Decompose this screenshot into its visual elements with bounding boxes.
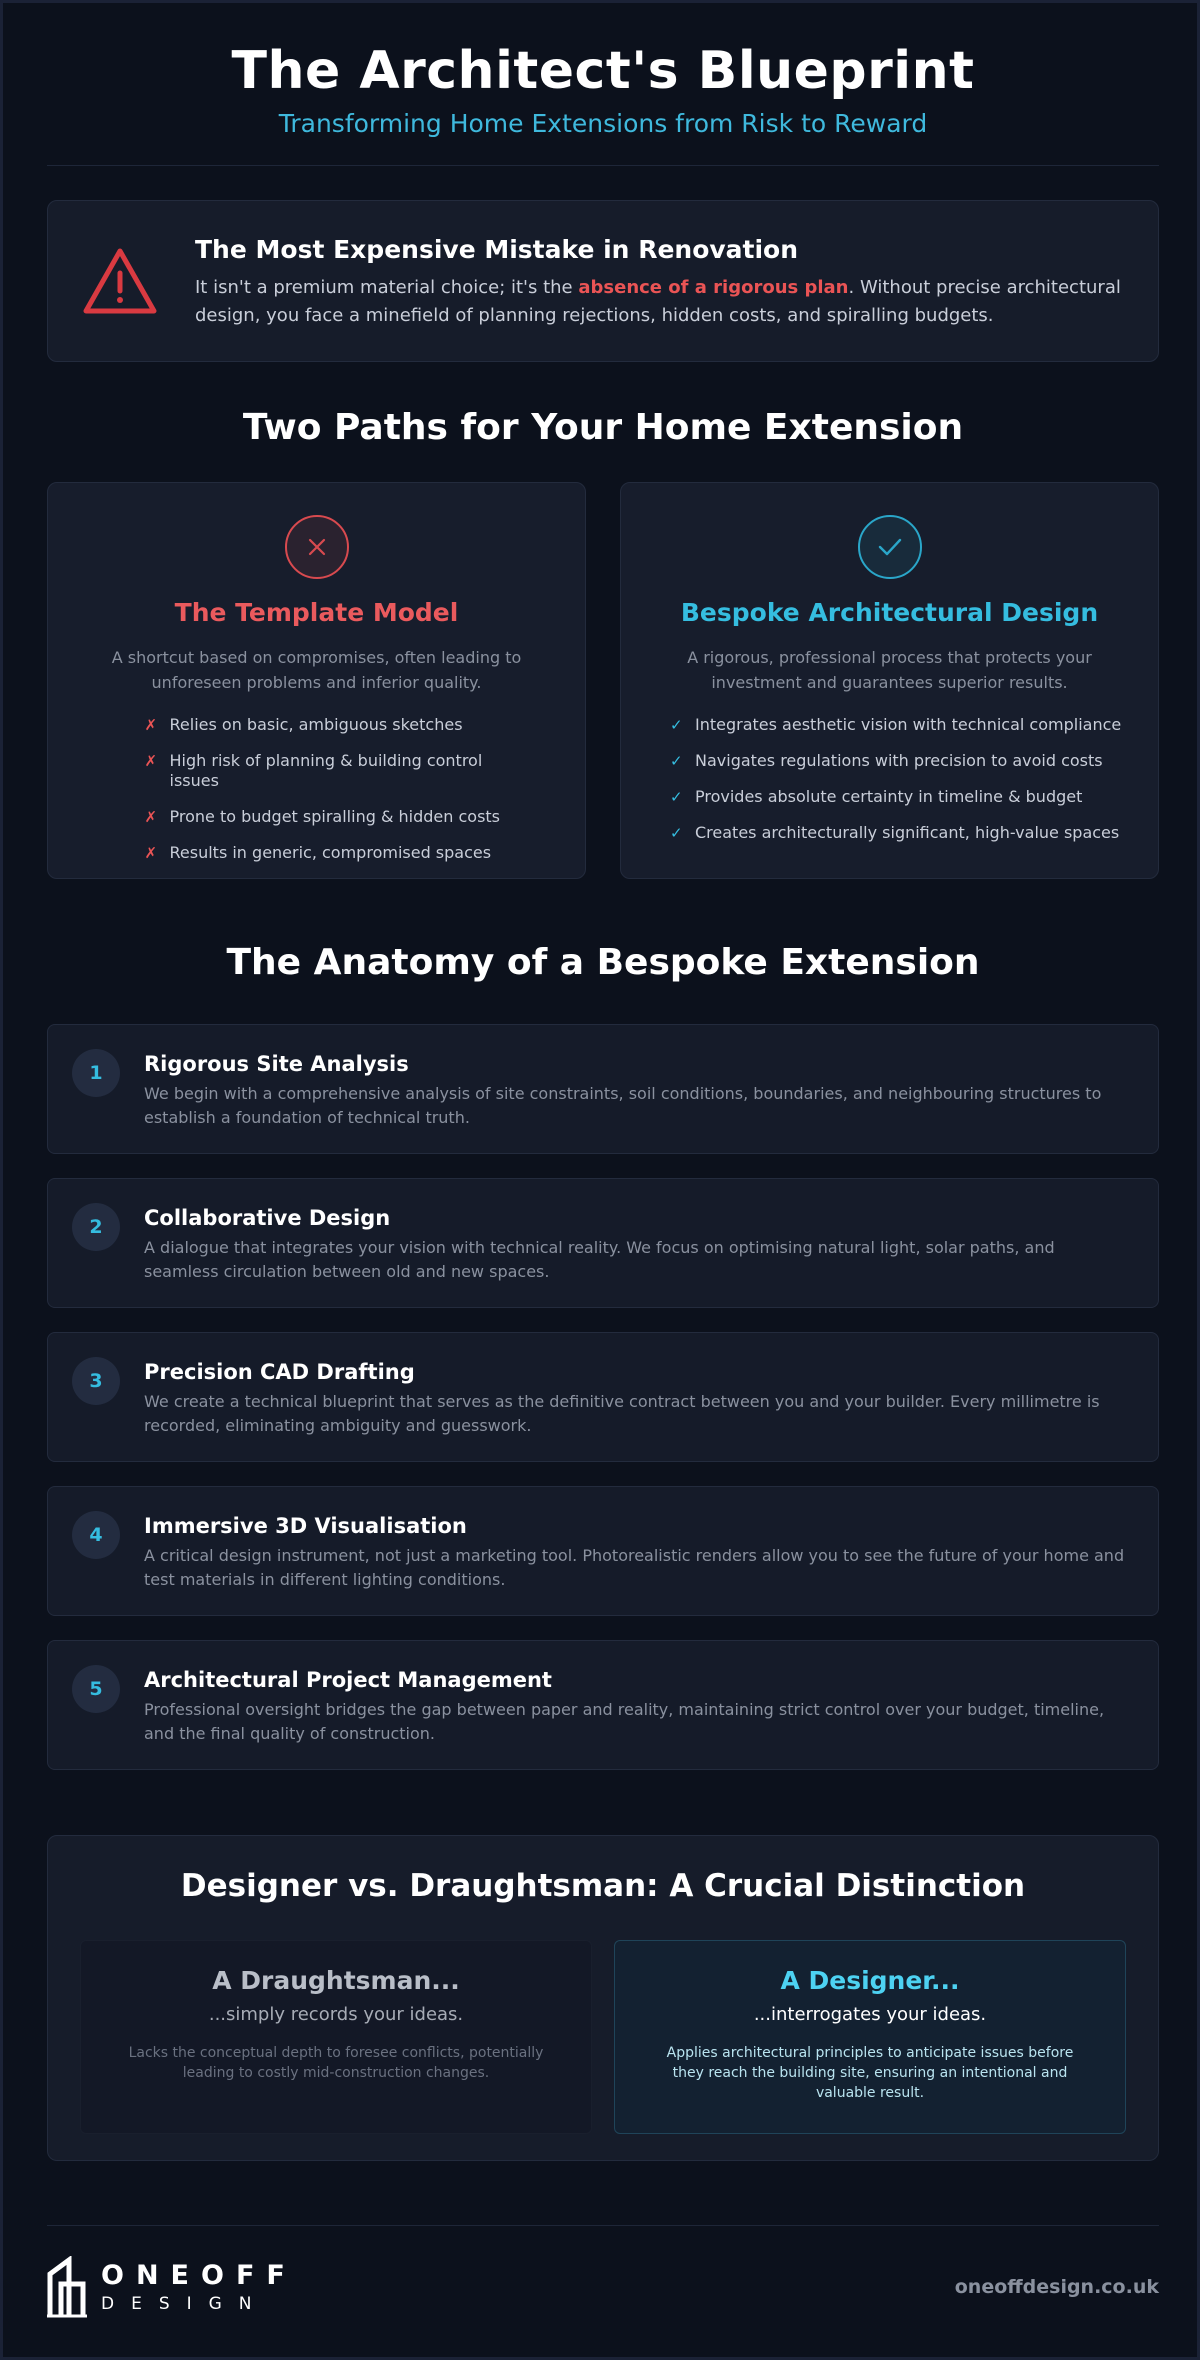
list-item: ✗ Results in generic, compromised spaces	[144, 843, 492, 862]
draughtsman-lead: ...simply records your ideas.	[208, 2004, 464, 2025]
list-item: ✓ Creates architecturally significant, high-value spaces	[670, 823, 1120, 842]
paths-comparison	[47, 482, 1159, 879]
check-mark-icon: ✓	[670, 824, 683, 842]
step-text: A dialogue that integrates your vision with technical reality. We focus on optimising natural light, solar paths, and seamless circulation between old and new spaces.	[144, 1238, 1055, 1281]
page-subtitle: Transforming Home Extensions from Risk to Reward	[278, 109, 928, 138]
list-item: ✓ Navigates regulations with precision to avoid costs	[670, 751, 1103, 770]
footer	[47, 2255, 1159, 2319]
list-item: ✗ Relies on basic, ambiguous sketches	[144, 715, 463, 734]
bespoke-design-list	[657, 715, 1122, 843]
distinction-title: Designer vs. Draughtsman: A Crucial Distinction	[180, 1868, 1026, 1904]
process-step	[47, 1486, 1159, 1616]
page-header	[47, 39, 1159, 139]
step-title: Rigorous Site Analysis	[144, 1052, 409, 1076]
step-title: Immersive 3D Visualisation	[144, 1514, 467, 1538]
warning-title: The Most Expensive Mistake in Renovation	[195, 235, 799, 264]
process-step	[47, 1024, 1159, 1154]
cross-mark-icon: ✗	[144, 752, 158, 770]
list-item: ✓ Integrates aesthetic vision with technical compliance	[670, 715, 1122, 734]
step-title: Architectural Project Management	[144, 1668, 552, 1692]
list-item: ✓ Provides absolute certainty in timeline & budget	[670, 787, 1083, 806]
list-item: ✗ Prone to budget spiralling & hidden costs	[144, 807, 501, 826]
check-mark-icon: ✓	[670, 752, 683, 770]
designer-title: A Designer...	[780, 1966, 960, 1995]
process-step	[47, 1640, 1159, 1770]
page-title: The Architect's Blueprint	[231, 41, 975, 101]
template-model-list	[117, 715, 517, 863]
template-model-description: A shortcut based on compromises, often leading to unforeseen problems and inferior quality.	[111, 648, 522, 692]
warning-highlight: absence of a rigorous plan	[578, 277, 849, 298]
bespoke-design-description: A rigorous, professional process that protects your investment and guarantees superior results.	[687, 648, 1092, 692]
check-mark-icon: ✓	[670, 788, 683, 806]
designer-box	[614, 1940, 1126, 2134]
cross-mark-icon: ✗	[144, 808, 158, 826]
step-number-badge: 2	[72, 1203, 120, 1251]
warning-triangle-icon	[81, 245, 159, 317]
designer-lead: ...interrogates your ideas.	[753, 2004, 987, 2025]
footer-divider	[47, 2225, 1159, 2226]
process-step	[47, 1332, 1159, 1462]
brand-logo[interactable]	[47, 2256, 297, 2318]
logo-wordmark-top: ONEOFF	[101, 2259, 297, 2291]
check-circle-icon	[858, 515, 922, 579]
step-text: We create a technical blueprint that serves as the definitive contract between you and your builder. Every millimetre is recorded, eliminating ambiguity and guesswork.	[144, 1392, 1100, 1435]
step-number-badge: 5	[72, 1665, 120, 1713]
x-circle-icon	[285, 515, 349, 579]
step-text: Professional oversight bridges the gap between paper and reality, maintaining strict control over your budget, timeline, and the final quality of construction.	[144, 1700, 1105, 1743]
cross-mark-icon: ✗	[144, 844, 158, 862]
cross-mark-icon: ✗	[144, 716, 158, 734]
step-number-badge: 4	[72, 1511, 120, 1559]
step-text: We begin with a comprehensive analysis of site constraints, soil conditions, boundaries, and neighbouring structures to establish a foundation of technical truth.	[144, 1084, 1102, 1127]
process-step	[47, 1178, 1159, 1308]
draughtsman-title: A Draughtsman...	[212, 1966, 460, 1995]
logo-wordmark-bottom: DESIGN	[101, 2293, 269, 2314]
step-number-badge: 1	[72, 1049, 120, 1097]
draughtsman-text: Lacks the conceptual depth to foresee conflicts, potentially leading to costly mid-construction changes.	[128, 2045, 544, 2081]
step-title: Collaborative Design	[144, 1206, 391, 1230]
check-mark-icon: ✓	[670, 716, 683, 734]
warning-text: It isn't a premium material choice; it's the absence of a rigorous plan. Without precise architectural design, you face a minefield of planning rejections, hidden costs, and spiralling budgets.	[195, 277, 1121, 326]
header-divider	[47, 165, 1159, 166]
step-title: Precision CAD Drafting	[144, 1360, 415, 1384]
bespoke-design-title: Bespoke Architectural Design	[680, 598, 1099, 627]
building-logo-icon	[47, 2256, 87, 2318]
template-model-title: The Template Model	[174, 598, 459, 627]
website-link[interactable]: oneoffdesign.co.uk	[954, 2276, 1159, 2298]
list-item: ✗ High risk of planning & building control issues	[144, 751, 483, 790]
paths-heading: Two Paths for Your Home Extension	[242, 407, 964, 448]
template-model-card	[47, 482, 586, 879]
step-text: A critical design instrument, not just a marketing tool. Photorealistic renders allow you to see the future of your home and test materials in different lighting conditions.	[144, 1546, 1125, 1589]
anatomy-heading: The Anatomy of a Bespoke Extension	[226, 942, 980, 983]
warning-callout	[47, 200, 1159, 362]
step-number-badge: 3	[72, 1357, 120, 1405]
designer-text: Applies architectural principles to anticipate issues before they reach the building site, ensuring an intentional and valuable result.	[666, 2045, 1074, 2101]
draughtsman-box	[80, 1940, 592, 2134]
bespoke-design-card	[620, 482, 1159, 879]
distinction-panel	[47, 1835, 1159, 2161]
